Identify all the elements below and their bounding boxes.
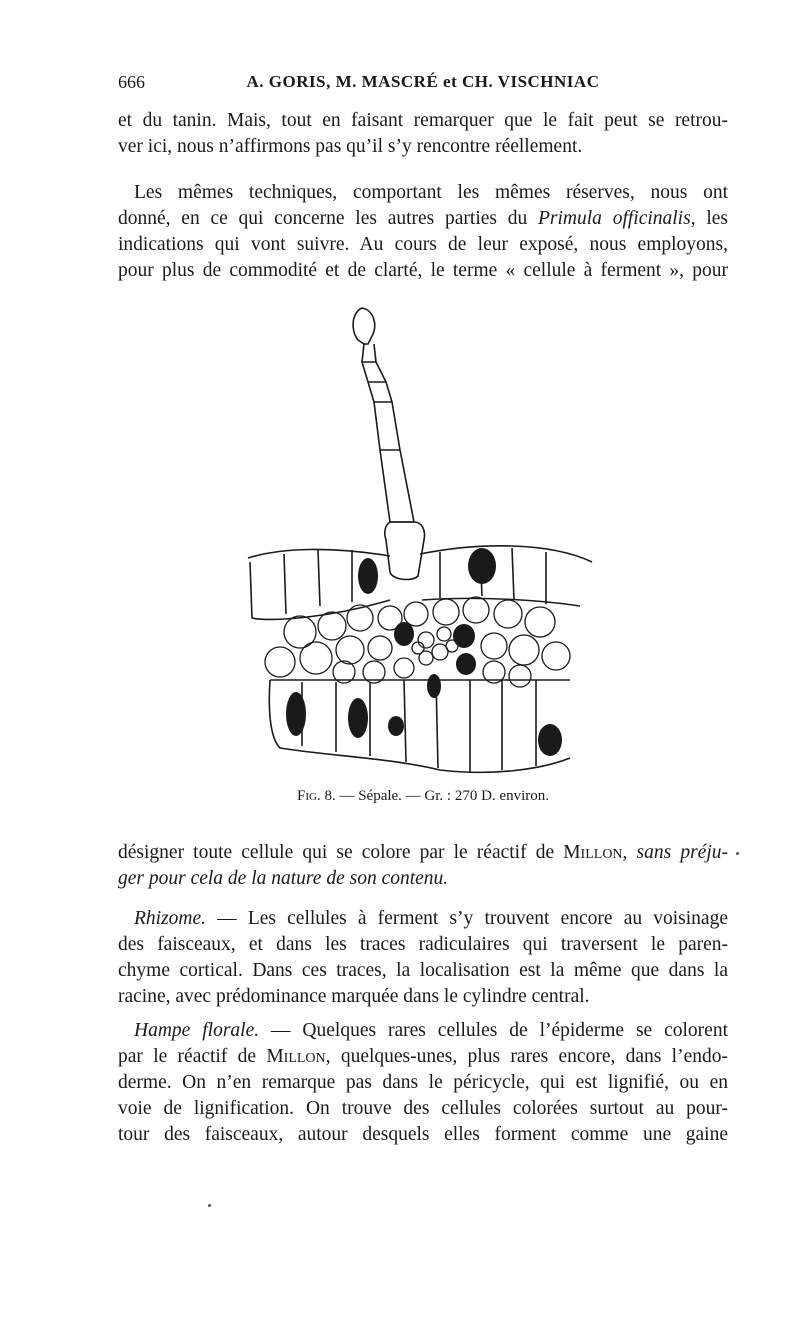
author-name: Millon	[266, 1046, 326, 1067]
running-head: A. GORIS, M. MASCRÉ et CH. VISCHNIAC	[246, 72, 600, 91]
text-line: voie de lignification. On trouve des cellules colorées surtout au pour-	[118, 1098, 728, 1119]
section-title: Rhizome.	[134, 908, 207, 929]
mesophyll-cells	[265, 597, 570, 687]
text-span: par le réactif de	[118, 1046, 267, 1067]
text-span: désigner toute cellule qui se colore par le réactif de	[118, 842, 564, 863]
print-speck	[736, 852, 739, 855]
paragraph-3	[118, 840, 728, 892]
hair-cell	[362, 362, 386, 382]
text-span: , les	[690, 208, 728, 229]
hair-tip-cell	[353, 308, 375, 344]
hair-cell	[380, 450, 414, 522]
paragraph-2	[118, 180, 728, 284]
species-name: Primula officinalis	[538, 208, 691, 229]
text-line: ver ici, nous n’affirmons pas qu’il s’y rencontre réellement.	[118, 136, 583, 157]
hair-base-cell	[385, 522, 425, 579]
text-line	[118, 1018, 728, 1044]
epidermis-walls	[284, 548, 546, 614]
section-title: Hampe florale.	[134, 1020, 260, 1041]
text-span: — Les cellules à ferment s’y trouvent encore au voisinage	[206, 908, 728, 929]
text-span: donné, en ce qui concerne les autres parties du	[118, 208, 539, 229]
text-span: ger pour cela de la nature de son contenu.	[118, 868, 449, 889]
lower-epidermis-walls	[270, 680, 570, 772]
paragraph-hampe	[118, 1018, 728, 1148]
author-name: Millon	[563, 842, 623, 863]
text-line: chyme cortical. Dans ces traces, la localisation est la même que dans la	[118, 960, 728, 981]
text-line: et du tanin. Mais, tout en faisant remarquer que le fait peut se retrou-	[118, 110, 728, 131]
hair-cell	[368, 382, 392, 402]
print-speck	[208, 1204, 211, 1207]
text-line: racine, avec prédominance marquée dans le cylindre central.	[118, 986, 590, 1007]
lower-epidermis-outline	[269, 680, 570, 772]
text-line: derme. On n’en remarque pas dans le péricycle, qui est lignifié, ou en	[118, 1072, 728, 1093]
caption-prefix: Fig.	[296, 788, 321, 804]
text-line	[118, 906, 728, 932]
text-line	[118, 840, 728, 866]
text-line	[118, 1044, 728, 1070]
text-line: indications qui vont suivre. Au cours de leur exposé, nous employons,	[118, 234, 728, 255]
ferment-cells	[286, 548, 562, 756]
text-line: pour plus de commodité et de clarté, le terme « cellule à ferment », pour	[118, 260, 728, 281]
paragraph-rhizome	[118, 906, 728, 1010]
page-header	[118, 72, 728, 96]
text-line: Les mêmes techniques, comportant les mêmes réserves, nous ont	[134, 182, 728, 203]
text-line	[118, 866, 728, 892]
page-number: 666	[118, 72, 145, 92]
text-span: ,	[622, 842, 637, 863]
hair-cell	[374, 402, 400, 450]
paragraph-1	[118, 108, 728, 160]
text-span: — Quelques rares cellules de l’épiderme se colorent	[259, 1020, 728, 1041]
caption-text: 8. — Sépale. — Gr. : 270 D. environ.	[320, 788, 549, 804]
text-span: , quelques-unes, plus rares encore, dans l’endo-	[325, 1046, 728, 1067]
figure-caption	[118, 788, 728, 805]
text-line	[118, 206, 728, 232]
hair-cell	[362, 344, 376, 362]
sepal-illustration	[240, 300, 600, 780]
text-line: des faisceaux, et dans les traces radiculaires qui traversent le paren-	[118, 934, 728, 955]
text-span: sans préju-	[636, 842, 728, 863]
text-line: tour des faisceaux, autour desquels elles forment comme une gaine	[118, 1124, 728, 1145]
